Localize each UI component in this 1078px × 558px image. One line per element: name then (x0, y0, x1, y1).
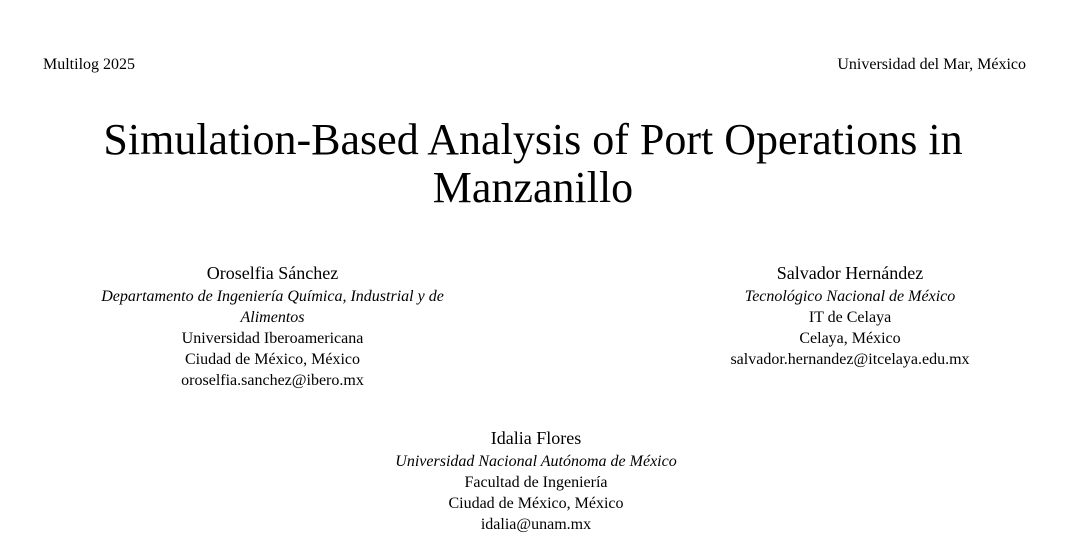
author-email[interactable]: salvador.hernandez@itcelaya.edu.mx (730, 351, 970, 368)
author-department-line-2: Alimentos (240, 309, 305, 326)
author-name: Idalia Flores (490, 428, 582, 448)
author-department (70, 286, 475, 328)
author-institution: Universidad Iberoamericana (181, 330, 364, 347)
paper-title (0, 116, 1066, 212)
author-email[interactable]: idalia@unam.mx (480, 516, 592, 533)
author-department: Facultad de Ingeniería (464, 474, 608, 491)
author-location: Ciudad de México, México (184, 351, 361, 368)
author-location: Celaya, México (799, 330, 901, 347)
author-department-line-1: Departamento de Ingeniería Química, Industrial y de (101, 288, 444, 305)
author-block-hernandez (650, 262, 1050, 370)
author-location: Ciudad de México, México (448, 495, 624, 512)
author-name: Salvador Hernández (776, 263, 924, 283)
author-email[interactable]: oroselfia.sanchez@ibero.mx (181, 372, 364, 389)
paper-title-line-2: Manzanillo (432, 163, 634, 212)
author-institution: IT de Celaya (808, 309, 892, 326)
author-name: Oroselfia Sánchez (206, 263, 339, 283)
venue-header: Universidad del Mar, México (837, 56, 1026, 73)
author-organization: Universidad Nacional Autónoma de México (395, 453, 677, 470)
paper-title-line-1: Simulation-Based Analysis of Port Operations in (103, 115, 963, 164)
author-block-flores (336, 427, 736, 535)
conference-header: Multilog 2025 (43, 56, 136, 73)
author-organization: Tecnológico Nacional de México (744, 288, 956, 305)
author-block-sanchez (70, 262, 475, 391)
